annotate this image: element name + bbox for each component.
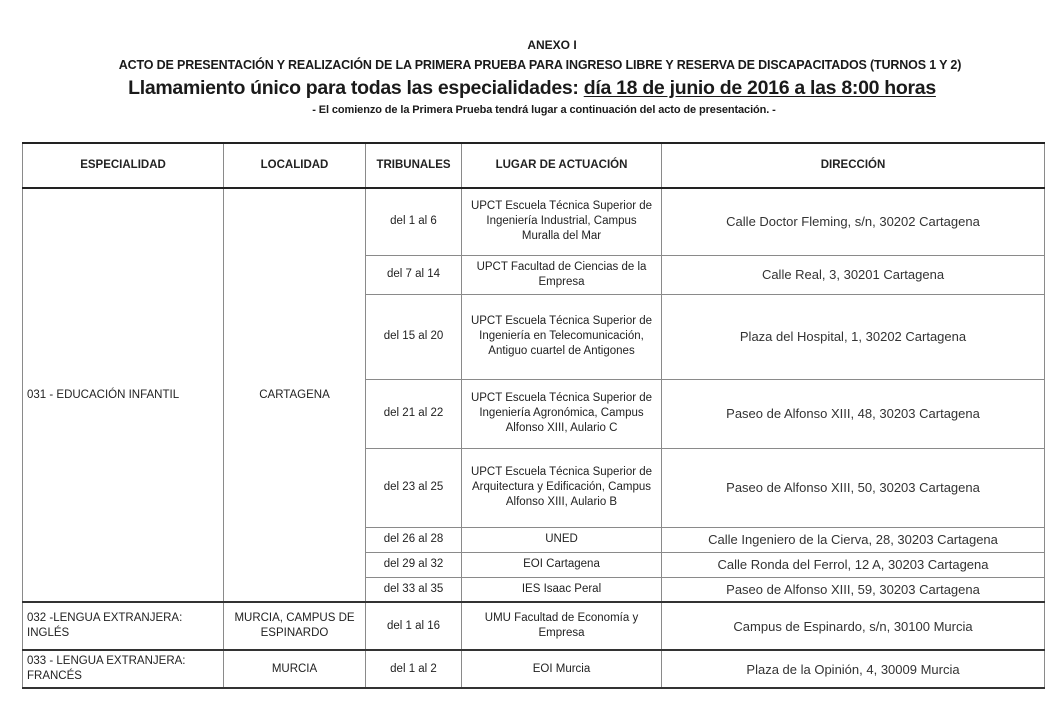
lugar-cell: EOI Murcia	[462, 650, 662, 688]
tribunales-cell: del 29 al 32	[366, 552, 462, 577]
direccion-cell: Calle Real, 3, 30201 Cartagena	[662, 255, 1045, 294]
lugar-cell: UMU Facultad de Economía y Empresa	[462, 602, 662, 650]
direccion-cell: Plaza de la Opinión, 4, 30009 Murcia	[662, 650, 1045, 688]
header-especialidad: ESPECIALIDAD	[23, 143, 224, 188]
localidad-cell: MURCIA	[224, 650, 366, 688]
call-prefix: Llamamiento único para todas las especialidades:	[128, 77, 584, 99]
localidad-cell: CARTAGENA	[224, 188, 366, 602]
direccion-cell: Calle Doctor Fleming, s/n, 30202 Cartagena	[662, 188, 1045, 255]
especialidad-cell: 032 -LENGUA EXTRANJERA: INGLÉS	[23, 602, 224, 650]
table-row	[23, 602, 1045, 650]
header-tribunales: TRIBUNALES	[366, 143, 462, 188]
especialidad-cell: 033 - LENGUA EXTRANJERA: FRANCÉS	[23, 650, 224, 688]
direccion-cell: Calle Ronda del Ferrol, 12 A, 30203 Cartagena	[662, 552, 1045, 577]
header-direccion: DIRECCIÓN	[662, 143, 1045, 188]
lugar-cell: UPCT Escuela Técnica Superior de Arquitectura y Edificación, Campus Alfonso XIII, Aulario B	[462, 448, 662, 527]
direccion-cell: Plaza del Hospital, 1, 30202 Cartagena	[662, 294, 1045, 379]
direccion-cell: Calle Ingeniero de la Cierva, 28, 30203 Cartagena	[662, 527, 1045, 552]
table-row	[23, 650, 1045, 688]
lugar-cell: UPCT Escuela Técnica Superior de Ingeniería Agronómica, Campus Alfonso XIII, Aulario C	[462, 379, 662, 448]
document-title: ACTO DE PRESENTACIÓN Y REALIZACIÓN DE LA PRIMERA PRUEBA PARA INGRESO LIBRE Y RESERVA DE DISCAPACITADOS (TURNOS 1 Y 2)	[118, 58, 962, 72]
tribunales-cell: del 15 al 20	[366, 294, 462, 379]
header-localidad: LOCALIDAD	[224, 143, 366, 188]
tribunales-cell: del 1 al 16	[366, 602, 462, 650]
direccion-cell: Paseo de Alfonso XIII, 50, 30203 Cartagena	[662, 448, 1045, 527]
lugar-cell: UPCT Escuela Técnica Superior de Ingeniería en Telecomunicación, Antiguo cuartel de Antigones	[462, 294, 662, 379]
tribunales-cell: del 26 al 28	[366, 527, 462, 552]
direccion-cell: Campus de Espinardo, s/n, 30100 Murcia	[662, 602, 1045, 650]
lugar-cell: IES Isaac Peral	[462, 577, 662, 602]
note: - El comienzo de la Primera Prueba tendrá lugar a continuación del acto de presentación. -	[312, 104, 776, 116]
lugar-cell: UNED	[462, 527, 662, 552]
lugar-cell: EOI Cartagena	[462, 552, 662, 577]
tribunales-cell: del 33 al 35	[366, 577, 462, 602]
table-row	[23, 188, 1045, 255]
call-date: día 18 de junio de 2016 a las 8:00 horas	[583, 77, 936, 99]
localidad-cell: MURCIA, CAMPUS DE ESPINARDO	[224, 602, 366, 650]
venues-table	[22, 142, 1045, 689]
header-row	[23, 143, 1045, 188]
direccion-cell: Paseo de Alfonso XIII, 59, 30203 Cartagena	[662, 577, 1045, 602]
tribunales-cell: del 23 al 25	[366, 448, 462, 527]
tribunales-cell: del 21 al 22	[366, 379, 462, 448]
tribunales-cell: del 7 al 14	[366, 255, 462, 294]
annex-label: ANEXO I	[527, 38, 577, 52]
call-heading	[0, 77, 1064, 100]
lugar-cell: UPCT Facultad de Ciencias de la Empresa	[462, 255, 662, 294]
direccion-cell: Paseo de Alfonso XIII, 48, 30203 Cartagena	[662, 379, 1045, 448]
lugar-cell: UPCT Escuela Técnica Superior de Ingeniería Industrial, Campus Muralla del Mar	[462, 188, 662, 255]
tribunales-cell: del 1 al 2	[366, 650, 462, 688]
especialidad-cell: 031 - EDUCACIÓN INFANTIL	[23, 188, 224, 602]
header-lugar: LUGAR DE ACTUACIÓN	[462, 143, 662, 188]
tribunales-cell: del 1 al 6	[366, 188, 462, 255]
